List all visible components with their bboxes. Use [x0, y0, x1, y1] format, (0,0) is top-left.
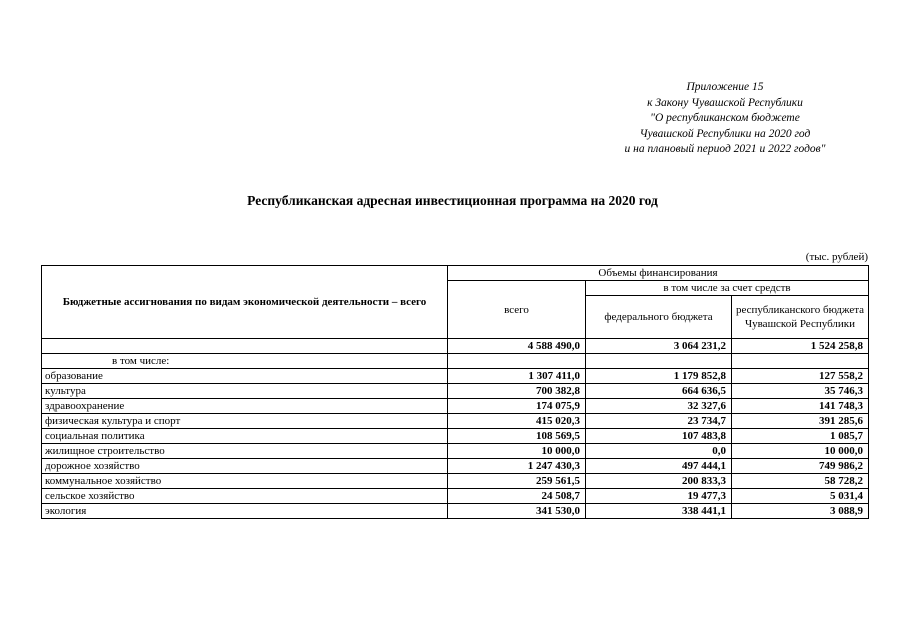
- row-republican: 3 088,9: [732, 504, 869, 519]
- row-name: образование: [42, 369, 448, 384]
- row-republican: 141 748,3: [732, 399, 869, 414]
- totals-row: [42, 339, 869, 354]
- row-republican: 5 031,4: [732, 489, 869, 504]
- row-federal: 497 444,1: [586, 459, 732, 474]
- row-total: 24 508,7: [448, 489, 586, 504]
- row-federal: 0,0: [586, 444, 732, 459]
- subheading-label: в том числе:: [42, 354, 448, 369]
- annex-line: "О республиканском бюджете: [650, 112, 800, 124]
- row-total: 108 569,5: [448, 429, 586, 444]
- row-republican: 749 986,2: [732, 459, 869, 474]
- row-label-header: Бюджетные ассигнования по видам экономической деятельности – всего: [42, 266, 448, 339]
- funding-header: Объемы финансирования: [448, 266, 869, 281]
- totals-federal: 3 064 231,2: [586, 339, 732, 354]
- row-republican: 391 285,6: [732, 414, 869, 429]
- row-name: физическая культура и спорт: [42, 414, 448, 429]
- annex-line: Чувашской Республики на 2020 год: [639, 127, 811, 140]
- table-row: [42, 474, 869, 489]
- table-row: [42, 504, 869, 519]
- table-row: [42, 459, 869, 474]
- table-row: [42, 444, 869, 459]
- annex-line: и на плановый период 2021 и 2022 годов": [624, 143, 826, 155]
- row-name: социальная политика: [42, 429, 448, 444]
- table-row: [42, 429, 869, 444]
- row-total: 10 000,0: [448, 444, 586, 459]
- empty-cell: [586, 354, 732, 369]
- annex-line: к Закону Чувашской Республики: [647, 96, 803, 109]
- row-name: культура: [42, 384, 448, 399]
- totals-label-cell: [42, 339, 448, 354]
- row-total: 1 307 411,0: [448, 369, 586, 384]
- row-federal: 32 327,6: [586, 399, 732, 414]
- row-name: коммунальное хозяйство: [42, 474, 448, 489]
- federal-column-header: федерального бюджета: [586, 296, 732, 339]
- row-federal: 1 179 852,8: [586, 369, 732, 384]
- totals-total: 4 588 490,0: [448, 339, 586, 354]
- row-total: 341 530,0: [448, 504, 586, 519]
- row-federal: 23 734,7: [586, 414, 732, 429]
- table-row: [42, 489, 869, 504]
- document-title: Республиканская адресная инвестиционная программа на 2020 год: [247, 193, 658, 208]
- row-name: дорожное хозяйство: [42, 459, 448, 474]
- totals-republican: 1 524 258,8: [732, 339, 869, 354]
- table-row: [42, 384, 869, 399]
- including-header: в том числе за счет средств: [586, 281, 869, 296]
- row-federal: 664 636,5: [586, 384, 732, 399]
- row-republican: 58 728,2: [732, 474, 869, 489]
- republican-column-header: республиканского бюджета Чувашской Республики: [732, 296, 869, 339]
- table-row: [42, 369, 869, 384]
- row-total: 700 382,8: [448, 384, 586, 399]
- row-total: 415 020,3: [448, 414, 586, 429]
- annex-heading: [560, 80, 890, 158]
- row-federal: 107 483,8: [586, 429, 732, 444]
- total-column-header: всего: [448, 281, 586, 339]
- empty-cell: [448, 354, 586, 369]
- row-total: 259 561,5: [448, 474, 586, 489]
- row-total: 1 247 430,3: [448, 459, 586, 474]
- row-federal: 338 441,1: [586, 504, 732, 519]
- annex-line: Приложение 15: [686, 81, 764, 93]
- row-name: здравоохранение: [42, 399, 448, 414]
- row-republican: 10 000,0: [732, 444, 869, 459]
- investment-table: [41, 265, 869, 519]
- row-name: экология: [42, 504, 448, 519]
- units-label: (тыс. рублей): [805, 251, 868, 263]
- row-name: сельское хозяйство: [42, 489, 448, 504]
- table-row: [42, 399, 869, 414]
- row-federal: 19 477,3: [586, 489, 732, 504]
- empty-cell: [732, 354, 869, 369]
- row-republican: 35 746,3: [732, 384, 869, 399]
- row-name: жилищное строительство: [42, 444, 448, 459]
- row-republican: 1 085,7: [732, 429, 869, 444]
- row-federal: 200 833,3: [586, 474, 732, 489]
- subheading-row: [42, 354, 869, 369]
- row-republican: 127 558,2: [732, 369, 869, 384]
- table-row: [42, 414, 869, 429]
- row-total: 174 075,9: [448, 399, 586, 414]
